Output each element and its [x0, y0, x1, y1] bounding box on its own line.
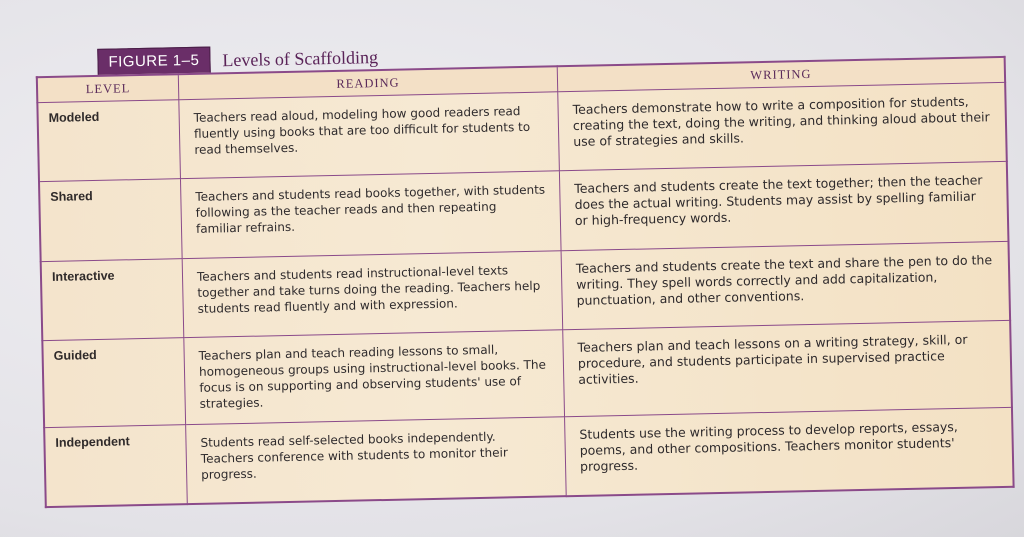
reading-cell: Students read self-selected books independently. Teachers conference with students to monitor their progress.: [186, 417, 567, 504]
writing-cell: Teachers demonstrate how to write a composition for students, creating the text, doing the writing, and thinking aloud about their use of strategies and skills.: [558, 82, 1007, 171]
reading-cell: Teachers and students read books together, with students following as the teacher reads and then repeating familiar refrains.: [180, 171, 561, 258]
level-cell: Shared: [39, 179, 182, 261]
level-cell: Modeled: [37, 100, 180, 182]
column-header-writing: WRITING: [557, 57, 1005, 92]
writing-cell: Students use the writing process to develop reports, essays, poems, and other compositions. Teachers monitor students' progress.: [565, 408, 1014, 497]
reading-cell: Teachers and students read instructional-level texts together and take turns doing the reading. Teachers help students read fluently and with expression.: [182, 250, 563, 337]
level-cell: Guided: [42, 337, 185, 427]
figure-1-5: [35, 32, 1014, 512]
reading-cell: Teachers plan and teach reading lessons to small, homogeneous groups using instructional-level books. The focus is on supporting and observing students' use of strategies.: [184, 329, 565, 424]
writing-cell: Teachers and students create the text together; then the teacher does the actual writing. Students may assist by spelling familiar or high-frequency words.: [559, 162, 1008, 251]
figure-title: Levels of Scaffolding: [222, 46, 379, 70]
reading-cell: Teachers read aloud, modeling how good readers read fluently using books that are too difficult for students to read themselves.: [179, 92, 560, 179]
column-header-level: LEVEL: [37, 74, 179, 102]
writing-cell: Teachers and students create the text and share the pen to do the writing. They spell words correctly and add capitalization, punctuation, and other conventions.: [561, 241, 1010, 330]
figure-label: FIGURE 1–5: [97, 47, 210, 77]
writing-cell: Teachers plan and teach lessons on a writing strategy, skill, or procedure, and students participate in supervised practice activities.: [563, 320, 1012, 417]
level-cell: Independent: [44, 425, 187, 507]
level-cell: Interactive: [41, 258, 184, 340]
column-header-reading: READING: [178, 66, 557, 99]
scaffolding-table: [36, 56, 1015, 508]
